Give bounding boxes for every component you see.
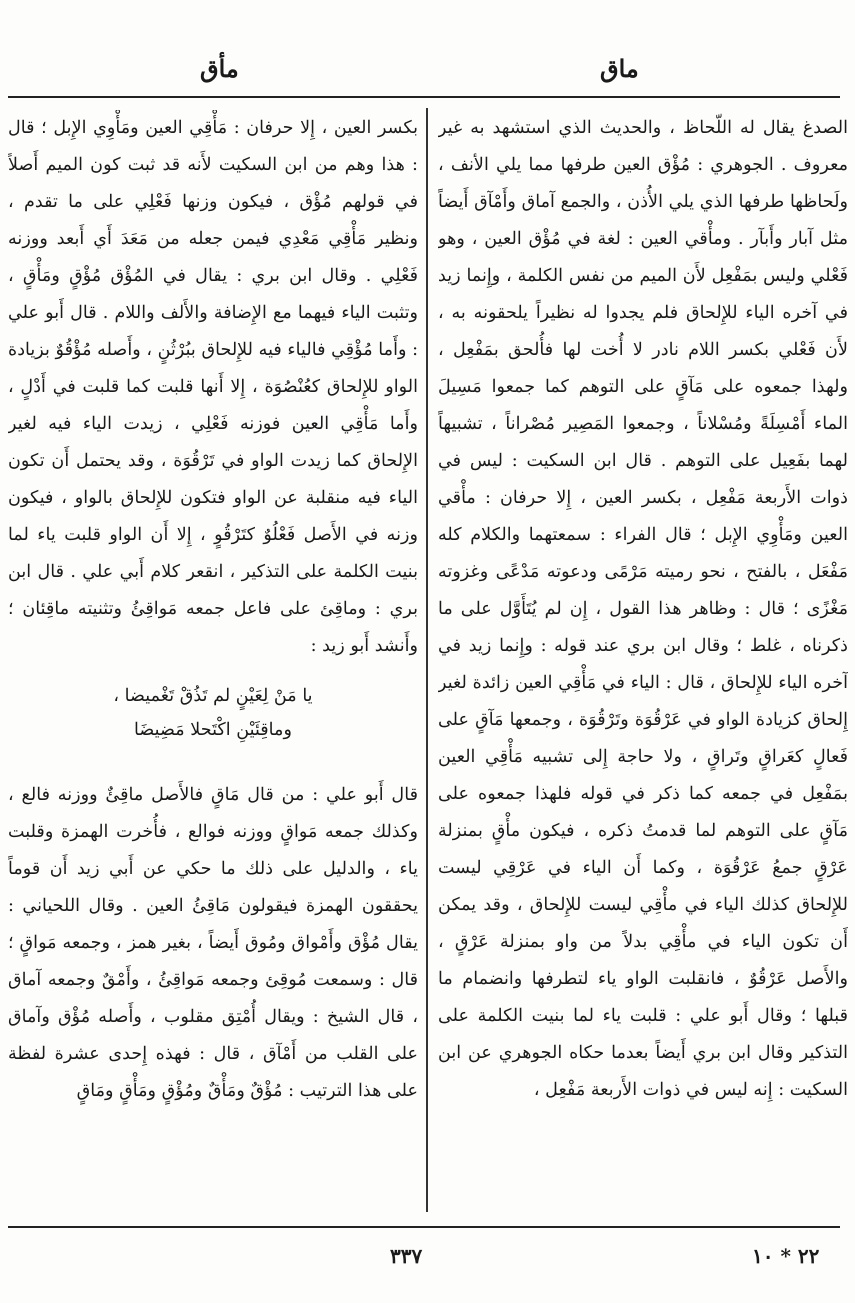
- column-divider: [426, 108, 428, 1212]
- signature-mark: ٢٢ * ١٠: [752, 1244, 820, 1268]
- poem-line-1: يا مَنْ لِعَيْنٍ لم تَذُقْ تَغْميضا ،: [113, 686, 313, 706]
- column-left: [8, 110, 418, 1220]
- poem-line-2: وماقِئَيْنِ اكْتَحلا مَضِيضَا: [134, 720, 292, 740]
- poem: [8, 679, 418, 747]
- column-left-paragraph-2: قال أَبو علي : من قال مَاقٍ فالأَصل ماقِئٌ ووزنه فالع ، وكذلك جمعه مَواقٍ ووزنه فوالع ، فأُخرت الهمزة وقلبت ياء ، والدليل على ذلك ما حكي عن أَبي زيد أَن قوماً يحققون الهمزة فيقولون مَاقِئُ العين . وقال اللحياني : يقال مُؤْق وأَمْواق ومُوق أَيضاً ، بغير همز ، وجمعه مَواقٍ ؛ قال : وسمعت مُوقِئ وجمعه مَواقِئُ ، وأَمْقٌ وجمعه آماق ، قال الشيخ : ويقال أُمْتِق مقلوب ، وأَصله مُؤْق وآماق على القلب من أَمْآق ، قال : فهذه إِحدى عشرة لفظة على هذا الترتيب : مُؤْقٌ ومَأْقٌ ومُؤْقٍ ومَأْقٍ ومَاقٍ: [8, 785, 418, 1101]
- header-word-right: ماق: [600, 54, 639, 83]
- bottom-rule: [8, 1226, 840, 1228]
- page-number: ٣٣٧: [390, 1244, 423, 1268]
- column-left-paragraph-1: بكسر العين ، إِلا حرفان : مَأْقِي العين ومَأْوِي الإِبل ؛ قال : هذا وهم من ابن السكيت لأَنه قد ثبت كون الميم أَصلاً في قولهم مُؤْق ، فيكون وزنها فَعْلِي على ما تقدم ، ونظير مَأْقِي مَعْدِي فيمن جعله من مَعَدَ أَي أَبعد ووزنه فَعْلِي . وقال ابن بري : يقال في المُؤْق مُؤْقٍ ومَأْقٍ ، وتثبت الياء فيهما مع الإِضافة والأَلف واللام . قال أَبو علي : وأَما مُؤْقِي فالياء فيه للإِلحاق ببُرْثُنٍ ، وأَصله مُؤْقُوٌ بزيادة الواو للإِلحاق كعُنْصُوَة ، إِلا أَنها قلبت كما قلبت في أَدْلٍ ، وأَما مَأْقِي العين فوزنه فَعْلِي ، زيدت الياء فيه لغير الإِلحاق كما زيدت الواو في تَرْقُوَة ، وقد يحتمل أَن تكون الياء فيه منقلبة عن الواو فتكون للإِلحاق بالواو ، فيكون وزنه في الأَصل فَعْلُوٌ كتَرْقُوٍ ، إِلا أَن الواو قلبت ياء لما بنيت الكلمة على التذكير ، انقعر كلام أَبي علي . قال ابن بري : وماقِئ على فاعل جمعه مَواقِئُ وتثنيته ماقِئان ؛ وأَنشد أَبو زيد :: [8, 118, 418, 656]
- column-right-paragraph: الصدغ يقال له اللّحاظ ، والحديث الذي استشهد به غير معروف . الجوهري : مُؤْق العين طرفها مما يلي الأنف ، ولَحاظها طرفها الذي يلي الأُذن ، والجمع آماق وأَمْآق أَيضاً مثل آبار وأَبآر . ومأْقي العين : لغة في مُؤْق العين ، وهو فَعْلي وليس بمَفْعِل لأَن الميم من نفس الكلمة ، وإِنما زيد في آخره الياء للإِلحاق فلم يجدوا له نظيراً يلحقونه به ، لأَن فَعْلي بكسر اللام نادر لا أُخت لها فأُلحق بمَفْعِل ، ولهذا جمعوه على مَآقٍ على التوهم كما جمعوا مَسِيلَ الماء أَمْسِلَةً ومُسْلاناً ، وجمعوا المَصِير مُصْراناً ، تشبيهاً لهما بفَعِيل على التوهم . قال ابن السكيت : ليس في ذوات الأَربعة مَفْعِل ، بكسر العين ، إِلا حرفان : مأْقي العين ومَأْوِي الإِبل ؛ قال الفراء : سمعتهما والكلام كله مَفْعَل ، بالفتح ، نحو رميته مَرْمًى ودعوته مَدْعًى وغزوته مَغْزًى ؛ قال : وظاهر هذا القول ، إِن لم يُتَأَوَّل على ما ذكرناه ، غلط ؛ وقال ابن بري عند قوله : وإِنما زيد في آخره الياء للإِلحاق ، قال : الياء في مَأْقِي العين زائدة لغير إِلحاق كزيادة الواو في عَرْقُوَة وتَرْقُوَة ، وجمعها مَآقٍ على فَعالٍ كعَراقٍ وتَراقٍ ، ولا حاجة إِلى تشبيه مَأْقِي العين بمَفْعِل في جمعه كما ذكر في قوله فلهذا جمعوه على مَآقٍ على التوهم لما قدمتُ ذكره ، فيكون مأْقٍ بمنزلة عَرْقٍ جمعُ عَرْقُوَة ، وكما أَن الياء في عَرْقِي ليست للإِلحاق كذلك الياء في مأْقِي ليست للإِلحاق ، وقد يمكن أَن تكون الياء في مأْقِي بدلاً من واو بمنزلة عَرْقٍ ، والأَصل عَرْقُوٌ ، فانقلبت الواو ياء لتطرفها وانضمام ما قبلها ؛ وقال أَبو علي : قلبت ياء لما بنيت الكلمة على التذكير وقال ابن بري أَيضاً بعدما حكاه الجوهري عن ابن السكيت : إِنه ليس في ذوات الأَربعة مَفْعِل ،: [438, 118, 848, 1100]
- top-rule: [8, 96, 840, 98]
- header-word-left: مأق: [200, 54, 239, 83]
- column-right: [438, 110, 848, 1220]
